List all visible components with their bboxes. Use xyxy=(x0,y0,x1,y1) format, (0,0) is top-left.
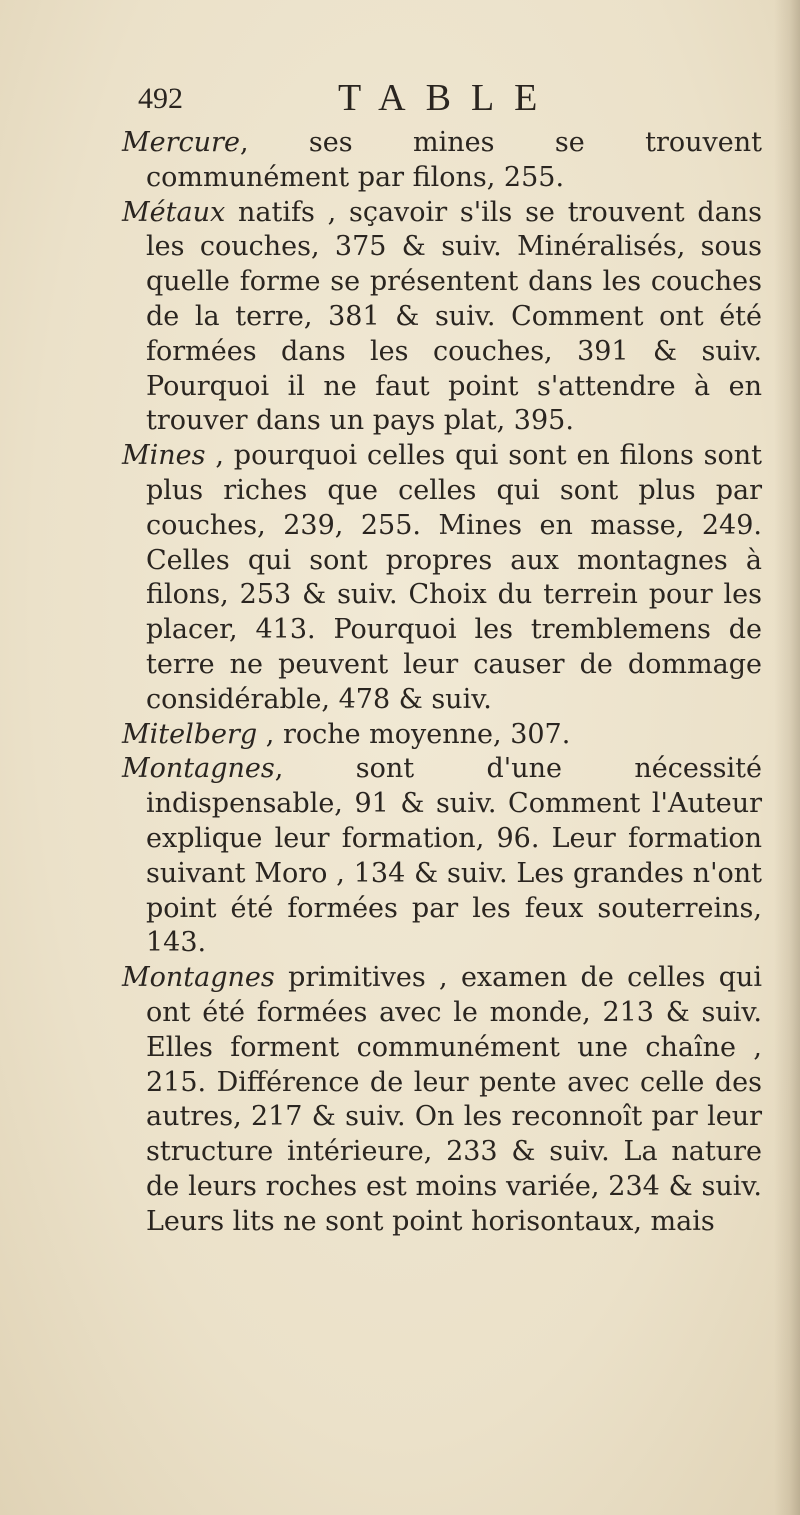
index-entry xyxy=(122,196,762,440)
entry-headword: Mercure xyxy=(122,127,240,158)
index-entry xyxy=(122,439,762,717)
entry-text: , roche moyenne, 307. xyxy=(257,718,571,750)
entry-headword: Mines xyxy=(122,440,206,472)
entry-headword: Mitelberg xyxy=(122,718,258,750)
page-header xyxy=(138,74,578,130)
entry-text: , ses mines se trouvent communément par filons, 255. xyxy=(146,127,762,193)
index-entry xyxy=(122,718,762,753)
entry-headword: Métaux xyxy=(122,196,226,228)
page-number: 492 xyxy=(138,82,183,115)
index-entries xyxy=(122,126,762,1240)
index-entry xyxy=(122,961,762,1239)
entry-headword: Montagnes xyxy=(122,962,275,994)
page-edge-shadow xyxy=(774,0,800,1515)
entry-text: natifs , sçavoir s'ils se trouvent dans les couches, 375 & suiv. Minéralisés, sous quelle forme se présentent dans les couches de la terre, 381 & suiv. Comment ont été formées dans les couches, 391 & suiv. Pourquoi il ne faut point s'attendre à en trouver dans un pays plat, 395. xyxy=(146,196,762,437)
running-title: TABLE xyxy=(338,77,558,119)
index-entry xyxy=(122,126,762,196)
index-entry xyxy=(122,752,762,961)
entry-headword: Montagnes xyxy=(122,753,275,785)
entry-text: primitives , examen de celles qui ont été formées avec le monde, 213 & suiv. Elles forment communément une chaîne , 215. Différence de leur pente avec celle des autres, 217 & suiv. On les reconnoît par leur structure intérieure, 233 & suiv. La nature de leurs roches est moins variée, 234 & suiv. Leurs lits ne sont point horisontaux, mais xyxy=(146,962,762,1237)
entry-text: , sont d'une nécessité indispensable, 91 & suiv. Comment l'Auteur explique leur formation, 96. Leur formation suivant Moro , 134 & suiv. Les grandes n'ont point été formées par les feux souterreins, 143. xyxy=(146,753,762,959)
entry-text: , pourquoi celles qui sont en filons sont plus riches que celles qui sont plus par couches, 239, 255. Mines en masse, 249. Celles qui sont propres aux montagnes à filons, 253 & suiv. Choix du terrein pour les placer, 413. Pourquoi les tremblemens de terre ne peuvent leur causer de dommage considérable, 478 & suiv. xyxy=(146,440,762,715)
